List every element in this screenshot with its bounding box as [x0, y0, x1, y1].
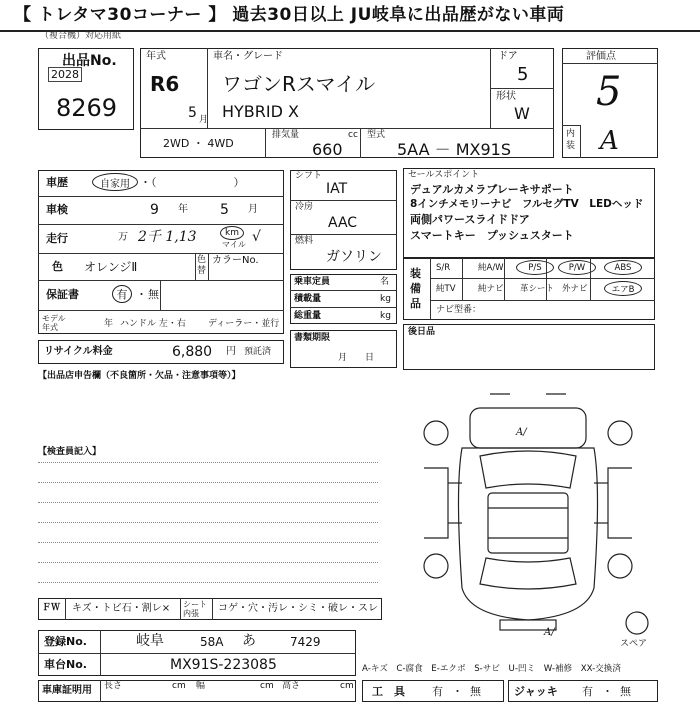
jack-label: ジャッキ [514, 685, 558, 698]
spare-label: スペア [620, 639, 648, 649]
model-label: 車名・グレード [213, 51, 283, 62]
header-title: 【 トレタマ30コーナー 】 過去30日以上 JU岐阜に出品歴がない車両 [14, 5, 565, 25]
history-label: 車歴 [46, 176, 68, 189]
color-label: 色 [52, 260, 63, 273]
doors-label: ドア [498, 51, 518, 62]
month-unit: 月 [199, 115, 209, 125]
registration-kana: あ [242, 633, 256, 649]
inspection-label: 車検 [46, 203, 68, 216]
mileage-unit-km: km [220, 226, 244, 240]
inspection-month-unit: 月 [248, 204, 258, 215]
recycle-value: 6,880 [172, 344, 213, 360]
garage-cert-label: 車庫証明用 [42, 685, 92, 696]
equipment-item: 外ナビ [562, 284, 588, 294]
fuel-label: 燃料 [295, 236, 314, 246]
shift-value: IAT [326, 181, 348, 197]
chassis-value: MX91S-223085 [170, 657, 277, 673]
chassis-label: 車台No. [44, 658, 87, 671]
mileage-check: √ [252, 229, 261, 245]
rating-value: 5 [596, 69, 622, 115]
drive-value: 2WD ・ 4WD [163, 137, 234, 150]
warranty-no: 無 [148, 288, 159, 301]
warranty-sep: ・ [136, 288, 147, 301]
equipment-item: 純TV [436, 284, 456, 294]
inspector-notes-label: 【検査員記入】 [38, 447, 102, 457]
inspection-month: 5 [220, 202, 229, 218]
cert-length-unit: cm [172, 681, 186, 691]
shape-label: 形状 [496, 91, 516, 102]
documents-unit: 月 日 [338, 353, 375, 363]
color-change-label: 色替 [197, 255, 207, 276]
damage-legend: A-キズ C-腐食 E-エクボ S-サビ U-凹ミ W-補修 XX-交換済 [362, 664, 621, 674]
displacement-value: 660 [312, 140, 343, 159]
gross-label: 総重量 [294, 311, 322, 321]
warranty-label: 保証書 [46, 288, 79, 301]
month-value: 5 [188, 105, 197, 121]
mileage-man: 万 [118, 232, 128, 243]
type-label: 型式 [367, 130, 386, 140]
fw-label: ＦＷ [42, 603, 61, 613]
load-label: 積載量 [294, 294, 322, 304]
load-unit: kg [380, 294, 391, 304]
cert-height-unit: cm [340, 681, 354, 691]
tools-yes: 有 [432, 685, 443, 698]
equipment-item: エアB [604, 281, 642, 296]
jack-sep: ・ [602, 685, 613, 698]
remarks-label: 後日品 [408, 327, 436, 337]
seat-text: コゲ・穴・汚レ・シミ・破レ・スレ [218, 603, 378, 614]
spare-tire-icon [624, 610, 650, 636]
tools-no: 無 [470, 685, 481, 698]
history-rest: ・（ ） [140, 176, 245, 189]
registration-label: 登録No. [44, 635, 87, 648]
seller-notes-label: 【出品店申告欄（不良箇所・欠品・注意事項等）】 [38, 371, 241, 381]
model-year-unit: 年 [104, 319, 114, 329]
recycle-note: 預託済 [244, 347, 272, 357]
lot-small-number: 2028 [48, 67, 82, 82]
recycle-label: リサイクル料金 [44, 346, 113, 357]
registration-number: 7429 [290, 635, 321, 649]
inspection-year-unit: 年 [178, 204, 188, 215]
remarks-box [403, 324, 655, 370]
gross-unit: kg [380, 311, 391, 321]
lot-label: 出品No. [62, 53, 117, 69]
sales-point-line: 8インチメモリーナビ フルセグTV LEDヘッド [410, 198, 644, 210]
equipment-item: 純ナビ [478, 284, 504, 294]
sales-points-label: セールスポイント [408, 170, 480, 180]
cert-height: 高さ [282, 681, 301, 691]
inspection-year: 9 [150, 202, 159, 218]
sales-point-line: スマートキー プッシュスタート [410, 229, 574, 242]
color-value: オレンジⅡ [84, 260, 138, 274]
type-value: 5AA － MX91S [397, 140, 511, 159]
equipment-item: 革シート [520, 284, 555, 294]
equipment-item: P/S [516, 260, 554, 275]
capacity-unit: 名 [380, 277, 390, 287]
color-no-label: カラーNo. [212, 255, 259, 266]
shift-label: シフト [295, 171, 323, 181]
cert-width: 幅 [196, 681, 206, 691]
warranty-yes: 有 [112, 285, 132, 303]
interior-label: 内装 [566, 129, 576, 151]
equipment-item: ABS [604, 260, 642, 275]
fuel-value: ガソリン [326, 249, 382, 265]
fw-text: キズ・トビ石・割レ× [72, 603, 171, 614]
displacement-label: 排気量 [272, 130, 300, 140]
car-damage-diagram [400, 388, 660, 638]
cert-length: 長さ [104, 681, 123, 691]
recycle-unit: 円 [226, 346, 236, 357]
equipment-item: S/R [436, 263, 451, 273]
year-value: R6 [150, 72, 180, 96]
mileage-unit-mile: マイル [222, 240, 246, 249]
doors-value: 5 [517, 64, 529, 85]
jack-yes: 有 [582, 685, 593, 698]
tools-sep: ・ [452, 685, 463, 698]
year-label: 年式 [146, 51, 166, 62]
model-name: ワゴンRスマイル [222, 72, 376, 96]
tools-label: 工 具 [372, 685, 405, 698]
damage-mark-front: A/ [516, 427, 527, 438]
history-value: 自家用 [92, 173, 138, 191]
jack-no: 無 [620, 685, 631, 698]
capacity-label: 乗車定員 [294, 277, 331, 287]
equipment-item: 純A/W [478, 263, 504, 273]
ac-value: AAC [328, 215, 358, 231]
interior-value: A [600, 126, 619, 156]
sales-point-line: 両側パワースライドドア [410, 213, 530, 226]
paper-note: （複合機）対応用紙 [40, 31, 122, 41]
rating-label: 評価点 [586, 51, 616, 62]
mileage-label: 走行 [46, 232, 68, 245]
mileage-value: 2千 1,13 [138, 229, 197, 245]
lot-number: 8269 [56, 94, 118, 122]
seat-label: シート内張 [183, 600, 207, 618]
registration-place: 岐阜 [136, 633, 164, 649]
documents-label: 書類期限 [294, 333, 331, 343]
navi-model-label: ナビ型番： [436, 305, 482, 315]
dealer-text: ディーラー・並行 [208, 319, 280, 329]
damage-mark-rear: A/ [544, 627, 555, 638]
ac-label: 冷房 [295, 202, 314, 212]
model-year-label: モデル年式 [42, 314, 66, 332]
handle-text: ハンドル 左・右 [120, 319, 186, 329]
registration-class: 58A [200, 635, 224, 649]
model-grade: HYBRID X [222, 102, 299, 121]
sales-point-line: デュアルカメラブレーキサポート [410, 183, 574, 196]
equipment-item: P/W [558, 260, 596, 275]
equipment-label: 装備品 [410, 267, 421, 310]
displacement-unit: cc [348, 130, 358, 140]
cert-width-unit: cm [260, 681, 274, 691]
shape-value: W [514, 104, 530, 123]
